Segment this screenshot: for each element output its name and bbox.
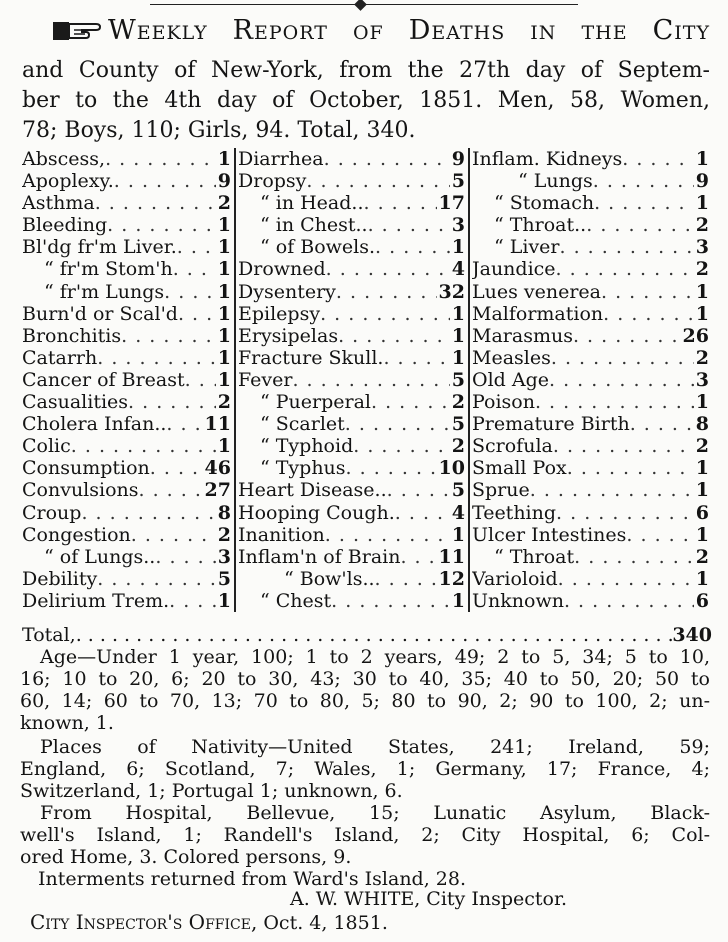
cause-label: “ Lungs <box>518 170 593 193</box>
cause-label: “ Chest <box>260 589 332 612</box>
cause-label: Bl'dg fr'm Liver. <box>22 236 177 259</box>
cause-count: 1 <box>217 368 231 391</box>
cause-label: Varioloid <box>472 567 558 590</box>
leader-dots <box>178 303 216 325</box>
cause-count: 8 <box>695 413 709 436</box>
cause-count: 1 <box>451 236 465 259</box>
leader-dots <box>114 170 216 192</box>
cause-label: Inanition <box>238 523 325 546</box>
leader-dots <box>331 590 450 612</box>
total-label: Total, <box>22 624 76 646</box>
cause-row <box>22 325 234 347</box>
leader-dots <box>131 524 216 546</box>
cause-row <box>22 457 234 479</box>
leader-dots <box>593 170 694 192</box>
cause-label: Inflam. Kidneys <box>472 148 623 170</box>
cause-label: Heart Disease.. <box>238 479 387 502</box>
cause-label: Epilepsy <box>238 302 321 325</box>
cause-count: 1 <box>695 391 709 414</box>
cause-row <box>238 590 468 612</box>
cause-label: Teething <box>472 501 557 524</box>
leader-dots <box>177 236 216 258</box>
cause-row <box>238 148 468 170</box>
cause-count: 9 <box>695 170 709 193</box>
leader-dots <box>353 435 450 457</box>
cause-row <box>22 170 234 192</box>
cause-count: 2 <box>695 258 709 281</box>
cause-count: 2 <box>695 346 709 369</box>
cause-label: “ Throat.. <box>494 214 587 237</box>
cause-count: 1 <box>695 192 709 215</box>
leader-dots <box>387 479 450 501</box>
cause-row <box>22 236 234 258</box>
interments-line: Interments returned from Ward's Island, 28. <box>38 868 467 890</box>
leader-dots <box>400 546 436 568</box>
cause-count: 1 <box>695 479 709 502</box>
cause-label: Bleeding <box>22 214 108 237</box>
cause-row <box>238 347 468 369</box>
hospital-line: From Hospital, Bellevue, 15; Lunatic Asylum, Black- <box>40 802 710 824</box>
cause-count: 1 <box>695 567 709 590</box>
leader-dots <box>371 391 450 413</box>
cause-row <box>472 391 712 413</box>
leader-dots <box>76 624 673 646</box>
cause-row <box>472 413 712 435</box>
leader-dots <box>81 502 215 524</box>
cause-label: “ Typhus <box>260 457 346 480</box>
cause-label: Lues venerea <box>472 280 602 303</box>
leader-dots <box>169 590 216 612</box>
cause-count: 1 <box>695 523 709 546</box>
causes-column-2 <box>238 148 470 612</box>
cause-row <box>472 369 712 391</box>
cause-count: 1 <box>451 346 465 369</box>
cause-row <box>238 546 468 568</box>
leader-dots <box>139 479 203 501</box>
leader-dots <box>594 192 694 214</box>
cause-count: 1 <box>217 589 231 612</box>
leader-dots <box>556 258 694 280</box>
cause-label: “ Throat <box>494 545 575 568</box>
cause-count: 2 <box>451 391 465 414</box>
cause-label: Malformation <box>472 302 604 325</box>
cause-label: Convulsions <box>22 479 139 502</box>
cause-label: Asthma <box>22 192 95 215</box>
report-title: Weekly Report of Deaths in the City <box>108 15 710 46</box>
cause-row <box>22 281 234 303</box>
leader-dots <box>292 369 449 391</box>
leader-dots <box>574 546 694 568</box>
cause-count: 27 <box>204 479 231 502</box>
leader-dots <box>535 391 694 413</box>
cause-count: 1 <box>217 324 231 347</box>
cause-count: 10 <box>438 457 465 480</box>
leader-dots <box>128 391 216 413</box>
pointing-hand-icon <box>52 16 102 44</box>
leader-dots <box>324 148 450 170</box>
leader-dots <box>551 347 694 369</box>
cause-row <box>22 258 234 280</box>
cause-row <box>472 214 712 236</box>
cause-count: 46 <box>204 457 231 480</box>
leader-dots <box>375 236 450 258</box>
leader-dots <box>95 192 216 214</box>
cause-label: “ Puerperal <box>260 391 371 414</box>
cause-label: Premature Birth <box>472 413 630 436</box>
cause-label: “ of Lungs.. <box>44 545 156 568</box>
leader-dots <box>601 281 694 303</box>
rule-ornament <box>354 0 367 11</box>
leader-dots <box>626 524 693 546</box>
cause-row <box>22 546 234 568</box>
cause-row <box>22 192 234 214</box>
nativity-paragraph <box>20 736 710 802</box>
cause-count: 32 <box>438 280 465 303</box>
cause-count: 3 <box>217 545 231 568</box>
cause-label: “ fr'm Stom'h <box>44 258 173 281</box>
cause-label: Debility <box>22 567 98 590</box>
cause-label: Marasmus <box>472 324 573 347</box>
cause-count: 1 <box>217 236 231 259</box>
cause-row <box>472 303 712 325</box>
cause-count: 2 <box>695 435 709 458</box>
cause-row <box>238 214 468 236</box>
cause-count: 1 <box>217 346 231 369</box>
cause-row <box>238 303 468 325</box>
leader-dots <box>622 148 694 170</box>
hospital-line: well's Island, 1; Randell's Island, 2; City Hospital, 6; Col- <box>20 824 710 846</box>
cause-row <box>22 435 234 457</box>
total-row <box>22 624 712 646</box>
causes-column-1 <box>22 148 236 612</box>
cause-row <box>238 568 468 590</box>
cause-count: 12 <box>438 567 465 590</box>
cause-label: “ in Chest.. <box>260 214 368 237</box>
leader-dots <box>560 236 694 258</box>
causes-column-3 <box>472 148 712 612</box>
header-line-4: 78; Boys, 110; Girls, 94. Total, 340. <box>22 118 416 143</box>
cause-row <box>238 502 468 524</box>
cause-count: 1 <box>217 302 231 325</box>
cause-label: “ Stomach <box>494 192 595 215</box>
leader-dots <box>306 170 449 192</box>
cause-row <box>472 148 712 170</box>
header-line-2: and County of New-York, from the 27th day of Septem- <box>22 58 710 83</box>
leader-dots <box>185 369 216 391</box>
cause-row <box>22 413 234 435</box>
hospital-paragraph <box>20 802 710 868</box>
age-line: Age—Under 1 year, 100; 1 to 2 years, 49; 2 to 5, 34; 5 to 10, <box>40 646 710 668</box>
cause-label: “ in Head.. <box>260 192 364 215</box>
cause-count: 6 <box>695 589 709 612</box>
leader-dots <box>336 281 437 303</box>
cause-row <box>472 502 712 524</box>
cause-row <box>472 325 712 347</box>
cause-row <box>22 303 234 325</box>
office-line <box>30 910 388 934</box>
cause-count: 2 <box>217 523 231 546</box>
hospital-line: ored Home, 3. Colored persons, 9. <box>20 846 352 868</box>
cause-count: 1 <box>451 523 465 546</box>
leader-dots <box>345 413 450 435</box>
cause-row <box>472 281 712 303</box>
cause-label: Dropsy <box>238 170 307 193</box>
cause-label: Jaundice <box>472 258 556 281</box>
leader-dots <box>121 325 216 347</box>
cause-row <box>238 435 468 457</box>
cause-count: 6 <box>695 501 709 524</box>
leader-dots <box>346 457 437 479</box>
cause-row <box>22 391 234 413</box>
cause-row <box>472 568 712 590</box>
leader-dots <box>326 258 450 280</box>
cause-label: Consumption <box>22 457 150 480</box>
cause-row <box>238 170 468 192</box>
leader-dots <box>558 568 694 590</box>
cause-label: Cancer of Breast <box>22 368 185 391</box>
cause-label: Old Age <box>472 368 549 391</box>
cause-count: 9 <box>451 148 465 170</box>
cause-count: 1 <box>217 214 231 237</box>
header-line-1 <box>108 16 710 46</box>
cause-row <box>472 457 712 479</box>
leader-dots <box>155 546 215 568</box>
cause-count: 2 <box>695 545 709 568</box>
cause-row <box>472 546 712 568</box>
cause-count: 5 <box>217 567 231 590</box>
leader-dots <box>375 568 437 590</box>
cause-label: Scrofula <box>472 435 553 458</box>
cause-row <box>238 369 468 391</box>
cause-count: 1 <box>695 148 709 170</box>
cause-row <box>22 568 234 590</box>
cause-row <box>22 369 234 391</box>
office-name: City Inspector's Office, <box>30 910 258 934</box>
cause-row <box>472 435 712 457</box>
cause-label: Colic <box>22 435 71 458</box>
age-line: 16; 10 to 20, 6; 20 to 30, 43; 30 to 40, 35; 40 to 50, 20; 50 to <box>20 668 710 690</box>
leader-dots <box>320 303 450 325</box>
cause-row <box>238 413 468 435</box>
cause-count: 1 <box>451 589 465 612</box>
cause-count: 2 <box>695 214 709 237</box>
leader-dots <box>150 457 203 479</box>
cause-label: Hooping Cough. <box>238 501 395 524</box>
leader-dots <box>107 214 216 236</box>
leader-dots <box>553 435 694 457</box>
causes-table <box>22 148 712 613</box>
cause-row <box>472 590 712 612</box>
cause-row <box>238 479 468 501</box>
cause-label: Small Pox <box>472 457 567 480</box>
nativity-line: England, 6; Scotland, 7; Wales, 1; Germany, 17; France, 4; <box>20 758 710 780</box>
cause-label: “ fr'm Lungs <box>44 280 165 303</box>
cause-label: “ of Bowels. <box>260 236 376 259</box>
cause-row <box>238 258 468 280</box>
cause-row <box>22 524 234 546</box>
cause-count: 26 <box>682 324 709 347</box>
leader-dots <box>630 413 694 435</box>
leader-dots <box>164 281 216 303</box>
cause-label: Erysipelas <box>238 324 339 347</box>
cause-label: Unknown <box>472 589 564 612</box>
total-value: 340 <box>672 624 712 646</box>
age-line: 60, 14; 60 to 70, 13; 70 to 80, 5; 80 to 90, 2; 90 to 100, 2; un- <box>20 690 710 712</box>
cause-count: 1 <box>695 457 709 480</box>
cause-count: 5 <box>451 479 465 502</box>
cause-count: 9 <box>217 170 231 193</box>
cause-count: 8 <box>217 501 231 524</box>
cause-label: Casualities <box>22 391 129 414</box>
leader-dots <box>395 502 450 524</box>
leader-dots <box>383 347 449 369</box>
cause-row <box>22 347 234 369</box>
cause-count: 17 <box>438 192 465 215</box>
cause-count: 1 <box>451 302 465 325</box>
cause-row <box>472 170 712 192</box>
cause-row <box>238 524 468 546</box>
cause-row <box>472 192 712 214</box>
cause-count: 1 <box>695 280 709 303</box>
cause-count: 11 <box>204 413 231 436</box>
cause-label: Drowned <box>238 258 326 281</box>
cause-count: 5 <box>451 170 465 193</box>
leader-dots <box>556 502 694 524</box>
cause-count: 5 <box>451 368 465 391</box>
leader-dots <box>368 214 450 236</box>
leader-dots <box>105 148 216 170</box>
leader-dots <box>567 457 694 479</box>
leader-dots <box>530 479 694 501</box>
office-date: Oct. 4, 1851. <box>263 912 388 934</box>
cause-row <box>22 590 234 612</box>
cause-label: Inflam'n of Brain <box>238 545 401 568</box>
cause-row <box>22 148 234 170</box>
leader-dots <box>603 303 694 325</box>
leader-dots <box>173 258 216 280</box>
cause-count: 1 <box>695 302 709 325</box>
nativity-line: Switzerland, 1; Portugal 1; unknown, 6. <box>20 780 403 802</box>
cause-count: 1 <box>217 148 231 170</box>
cause-label: Catarrh <box>22 346 98 369</box>
cause-label: Congestion <box>22 523 131 546</box>
nativity-line: Places of Nativity—United States, 241; Ireland, 59; <box>40 736 710 758</box>
cause-row <box>472 347 712 369</box>
cause-count: 1 <box>451 324 465 347</box>
leader-dots <box>549 369 694 391</box>
cause-label: “ Scarlet <box>260 413 345 436</box>
cause-label: Diarrhea <box>238 148 324 170</box>
leader-dots <box>97 568 216 590</box>
cause-count: 5 <box>451 413 465 436</box>
cause-count: 3 <box>695 236 709 259</box>
cause-row <box>238 325 468 347</box>
cause-label: Burn'd or Scal'd <box>22 302 178 325</box>
cause-row <box>22 214 234 236</box>
cause-count: 2 <box>451 435 465 458</box>
leader-dots <box>71 435 216 457</box>
cause-label: Cholera Infan.. <box>22 413 167 436</box>
cause-row <box>472 524 712 546</box>
leader-dots <box>564 590 694 612</box>
leader-dots <box>364 192 437 214</box>
cause-row <box>238 281 468 303</box>
leader-dots <box>325 524 450 546</box>
cause-label: Poison <box>472 391 535 414</box>
leader-dots <box>586 214 694 236</box>
cause-label: Abscess, <box>22 148 106 170</box>
cause-label: Ulcer Intestines <box>472 523 627 546</box>
cause-count: 3 <box>451 214 465 237</box>
cause-row <box>238 236 468 258</box>
cause-row <box>22 502 234 524</box>
cause-row <box>238 192 468 214</box>
cause-count: 2 <box>217 192 231 215</box>
leader-dots <box>97 347 216 369</box>
leader-dots <box>338 325 450 347</box>
cause-count: 1 <box>217 280 231 303</box>
cause-label: Bronchitis <box>22 324 122 347</box>
cause-row <box>22 479 234 501</box>
leader-dots <box>573 325 681 347</box>
cause-label: Dysentery <box>238 280 336 303</box>
cause-label: Apoplexy. <box>22 170 114 193</box>
cause-count: 4 <box>451 258 465 281</box>
cause-label: Measles <box>472 346 551 369</box>
header-line-3: ber to the 4th day of October, 1851. Men, 58, Women, <box>22 88 710 113</box>
cause-label: Fever <box>238 368 293 391</box>
cause-label: “ Liver <box>494 236 560 259</box>
cause-row <box>472 479 712 501</box>
cause-label: “ Bow'ls.. <box>284 567 375 590</box>
age-paragraph <box>20 646 710 734</box>
cause-count: 2 <box>217 391 231 414</box>
cause-count: 4 <box>451 501 465 524</box>
cause-label: Delirium Trem. <box>22 589 170 612</box>
cause-label: Sprue <box>472 479 530 502</box>
cause-label: “ Typhoid <box>260 435 354 458</box>
cause-count: 11 <box>438 545 465 568</box>
cause-count: 1 <box>217 435 231 458</box>
cause-row <box>472 258 712 280</box>
cause-label: Croup <box>22 501 82 524</box>
inspector-signature: A. W. WHITE, City Inspector. <box>290 888 567 910</box>
leader-dots <box>166 413 202 435</box>
age-line: known, 1. <box>20 712 114 734</box>
cause-row <box>238 457 468 479</box>
cause-count: 1 <box>217 258 231 281</box>
cause-count: 3 <box>695 368 709 391</box>
cause-label: Fracture Skull. <box>238 346 384 369</box>
cause-row <box>472 236 712 258</box>
cause-row <box>238 391 468 413</box>
